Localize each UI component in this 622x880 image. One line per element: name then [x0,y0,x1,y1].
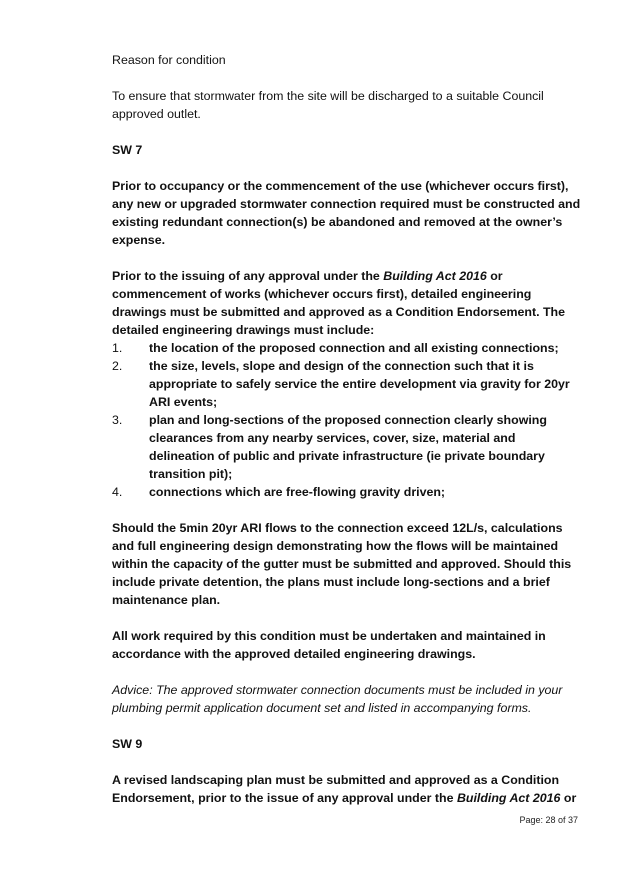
list-item-text: connections which are free-flowing gravity driven; [149,485,446,499]
sw7-advice-note: Advice: The approved stormwater connection documents must be included in your plumbing permit application document set and listed in accompanying forms. [112,683,563,715]
list-item [112,357,582,411]
condition-sw9-heading: SW 9 [112,737,143,751]
list-item [112,411,582,483]
list-item-number: 2. [112,359,123,373]
sw7-work-paragraph: All work required by this condition must be undertaken and maintained in accordance with the approved detailed engineering drawings. [112,629,546,661]
sw7-flows-paragraph: Should the 5min 20yr ARI flows to the connection exceed 12L/s, calculations and full engineering design demonstrating how the flows will be maintained within the capacity of the gutter must be submitted and approved. Should this include private detention, the plans must include long-sections and a brief maintenance plan. [112,521,572,607]
list-item [112,483,582,501]
sw9-landscaping-paragraph [112,771,582,807]
sw7-approval-text-end: or commencement of works (whichever occurs first), detailed engineering drawings must be submitted and approved as a Condition Endorsement. The detailed engineering drawings must include: [112,269,566,337]
reason-text: To ensure that stormwater from the site will be discharged to a suitable Council approved outlet. [112,89,544,121]
page-number: Page: 28 of 37 [519,815,578,825]
list-item-text: the size, levels, slope and design of the connection such that it is appropriate to safely service the entire development via gravity for 20yr ARI events; [149,359,570,409]
page-content [112,51,582,807]
list-item-number: 3. [112,413,123,427]
sw7-building-act-reference: Building Act 2016 [383,269,487,283]
list-item-number: 1. [112,341,123,355]
list-item-text: plan and long-sections of the proposed connection clearly showing clearances from any nearby services, cover, size, material and delineation of public and private infrastructure (ie private boundary transition pit); [149,413,547,481]
condition-sw7-heading: SW 7 [112,143,143,157]
list-item-text: the location of the proposed connection and all existing connections; [149,341,559,355]
sw7-approval-paragraph [112,267,582,339]
list-item [112,339,582,357]
list-item-number: 4. [112,485,123,499]
sw7-approval-text-start: Prior to the issuing of any approval under the [112,269,384,283]
drawing-requirements-list [112,339,582,501]
sw9-text-end: or [560,791,577,805]
reason-heading: Reason for condition [112,53,226,67]
sw7-occupancy-paragraph: Prior to occupancy or the commencement of the use (whichever occurs first), any new or upgraded stormwater connection required must be constructed and existing redundant connection(s) be abandoned and removed at the owner’s expense. [112,179,581,247]
sw9-building-act-reference: Building Act 2016 [456,791,561,805]
sw9-text-start: A revised landscaping plan must be submitted and approved as a Condition Endorsement, prior to the issue of any approval under the [112,773,560,805]
